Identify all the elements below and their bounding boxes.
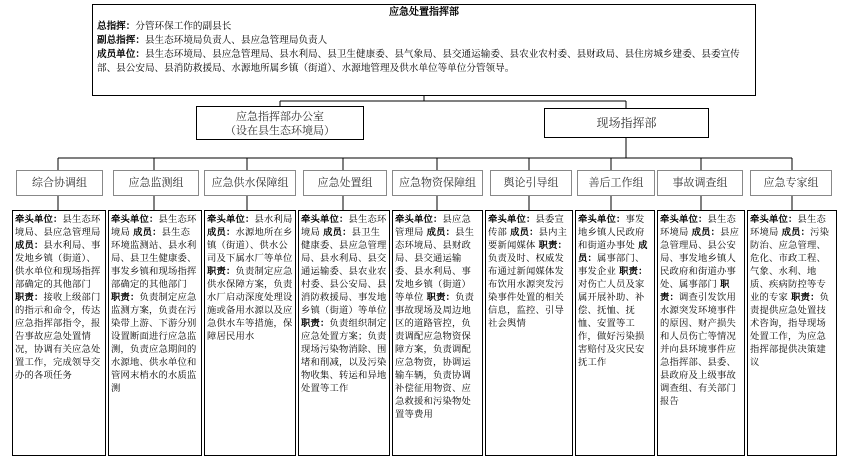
duty-label: 职责： xyxy=(207,266,236,277)
members-label: 成员： xyxy=(133,227,162,238)
lead-label: 牵头单位： xyxy=(207,214,255,225)
lead-text: 县生态环境局 xyxy=(301,214,387,238)
members-label: 成员： xyxy=(15,240,44,251)
group-box-experts: 应急专家组 xyxy=(750,170,832,196)
members-text: 县生态环境监测站、县水利局、县卫生健康委、事发乡镇和现场指挥部确定的其他部门 xyxy=(111,227,197,290)
duty-text: 调查引发饮用水源突发环境事件的原因、财产损失和人员伤亡等情况并向县环境事件应急指挥部、县委、县政府及上级事故调查组、有关部门报告 xyxy=(660,292,736,407)
lead-label: 牵头单位： xyxy=(488,214,536,225)
detail-coordination xyxy=(12,210,106,456)
lead-label: 牵头单位： xyxy=(301,214,349,225)
hq-title: 应急处置指挥部 xyxy=(389,7,459,18)
hq-members-label: 成员单位： xyxy=(97,49,145,60)
members-label: 成员： xyxy=(323,227,352,238)
lead-text: 县生态环境局 xyxy=(111,214,197,238)
group-box-public-opinion: 舆论引导组 xyxy=(490,170,572,196)
group-box-aftermath: 善后工作组 xyxy=(577,170,655,196)
members-text: 水源地所在乡镇（街道）、供水公司及下属水厂等单位 xyxy=(207,227,293,264)
lead-text: 县委宣传部 xyxy=(488,214,564,238)
members-label: 成员： xyxy=(510,227,539,238)
group-box-monitoring: 应急监测组 xyxy=(113,170,199,196)
command-headquarters-box xyxy=(92,4,756,96)
duty-text: 接收上级部门的指示和命令，传达应急指挥部指令，报告事故应急处置情况，协调有关应急处置工作，完成领导交办的各项任务 xyxy=(15,292,101,381)
group-box-water-supply: 应急供水保障组 xyxy=(204,170,296,196)
detail-investigation xyxy=(657,210,745,456)
lead-text: 事发地乡镇人民政府和街道办事处 xyxy=(578,214,645,251)
duty-text: 负责事故现场及周边地区的道路管控，负责调配应急物资保障方案，负责调配应急物资，协调运输车辆，负责协调补偿征用物资、应急救援和污染物处置等费用 xyxy=(395,292,475,420)
duty-text: 负责制定应急监测方案，负责在污染带上游、下游分别设置断面进行应急监测，负责应急期间的水源地、供水单位和管网末梢水的水质监测 xyxy=(111,292,197,394)
duty-text: 负责及时、权威发布通过新闻媒体发布饮用水源突发污染事件处置的相关信息，监控、引导社会舆情 xyxy=(488,253,564,329)
hq-commander-label: 总指挥： xyxy=(97,21,136,32)
members-label: 成员： xyxy=(578,240,648,264)
lead-text: 县水利局 xyxy=(254,214,293,225)
lead-label: 牵头单位： xyxy=(111,214,159,225)
office-location: （设在县生态环境局） xyxy=(225,124,335,137)
hq-commander-line xyxy=(97,20,751,34)
hq-members-text: 县生态环境局、县应急管理局、县水利局、县卫生健康委、县气象局、县交通运输委、县农业农村委、县财政局、县住房城乡建委、县委宣传部、县公安局、县消防救援局、水源地所属乡镇（街道）、水源地管理及供水单位等单位分管领导。 xyxy=(97,49,740,74)
detail-public-opinion xyxy=(485,210,573,456)
lead-label: 牵头单位： xyxy=(660,214,708,225)
members-label: 成员： xyxy=(426,227,456,238)
field-command-box xyxy=(544,108,709,138)
duty-label: 职责： xyxy=(791,292,820,303)
group-box-investigation: 事故调查组 xyxy=(657,170,743,196)
members-label: 成员： xyxy=(781,227,811,238)
detail-monitoring xyxy=(108,210,202,456)
detail-materials xyxy=(392,210,483,456)
office-title: 应急指挥部办公室 xyxy=(236,110,324,123)
field-command-label: 现场指挥部 xyxy=(596,116,657,130)
lead-label: 牵头单位： xyxy=(395,214,443,225)
lead-text: 县生态环境局 xyxy=(750,214,826,238)
lead-label: 牵头单位： xyxy=(15,214,63,225)
detail-disposal xyxy=(298,210,390,456)
members-text: 县应急管理局、县公安局、事发地乡镇人民政府和街道办事处、属事部门 xyxy=(660,227,740,290)
duty-label: 职责： xyxy=(660,279,730,303)
detail-water-supply xyxy=(204,210,296,456)
members-text: 县生态环境局、县财政局、县交通运输委、县水利局、事发地乡镇（街道）等单位 xyxy=(395,227,475,303)
members-text: 县卫生健康委、县应急管理局、县水利局、县交通运输委、县农业农村委、县公安局、县消防救援局、事发地乡镇（街道）等单位 xyxy=(301,227,387,316)
duty-label: 职责： xyxy=(538,240,568,251)
duty-label: 职责： xyxy=(619,266,648,277)
lead-text: 县生态环境局 xyxy=(660,214,736,238)
hq-deputy-text: 县生态环境局负责人、县应急管理局负责人 xyxy=(144,35,328,46)
members-label: 成员： xyxy=(207,227,236,238)
duty-label: 职责： xyxy=(301,318,330,329)
members-text: 县内主要新闻媒体 xyxy=(488,227,568,251)
hq-deputy-line xyxy=(97,34,751,48)
members-text: 污染防治、应急管理、危化、市政工程、气象、水利、地质、疾病防控等专业的专家 xyxy=(750,227,830,303)
detail-experts xyxy=(747,210,837,456)
duty-label: 职责： xyxy=(15,292,44,303)
duty-text: 对伤亡人员及家属开展补助、补偿、抚恤、抚恤、安置等工作，做好污染损害赔付及灾民安抚工作 xyxy=(578,279,645,368)
lead-text: 县生态环境局、县应急管理局 xyxy=(15,214,101,238)
group-box-coordination: 综合协调组 xyxy=(16,170,103,196)
hq-deputy-label: 副总指挥： xyxy=(97,35,145,46)
detail-aftermath xyxy=(575,210,655,456)
duty-text: 负责组织制定应急处置方案；负责现场污染物消除、围堵和削减，以及污染物收集、转运和异地处置等工作 xyxy=(301,318,387,394)
members-text: 县水利局、事发地乡镇（街道）、供水单位和现场指挥部确定的其他部门 xyxy=(15,240,101,290)
lead-label: 牵头单位： xyxy=(750,214,798,225)
group-box-disposal: 应急处置组 xyxy=(303,170,387,196)
hq-commander-text: 分管环保工作的副县长 xyxy=(135,21,232,32)
members-label: 成员： xyxy=(691,227,721,238)
lead-text: 县应急管理局 xyxy=(395,214,471,238)
duty-label: 职责： xyxy=(111,292,140,303)
duty-text: 负责提供应急处置技术咨询，指导现场处置工作，为应急指挥部提供决策建议 xyxy=(750,292,830,368)
duty-label: 职责： xyxy=(426,292,456,303)
group-box-materials: 应急物资保障组 xyxy=(392,170,483,196)
hq-members-line xyxy=(97,48,751,76)
duty-text: 负责制定应急供水保障方案，负责水厂启动深度处理设施或备用水源以及应急供水车等措施，保障居民用水 xyxy=(207,266,293,342)
members-text: 属事部门、事发企业 xyxy=(578,253,645,277)
lead-label: 牵头单位： xyxy=(578,214,626,225)
command-office-box xyxy=(196,106,364,140)
